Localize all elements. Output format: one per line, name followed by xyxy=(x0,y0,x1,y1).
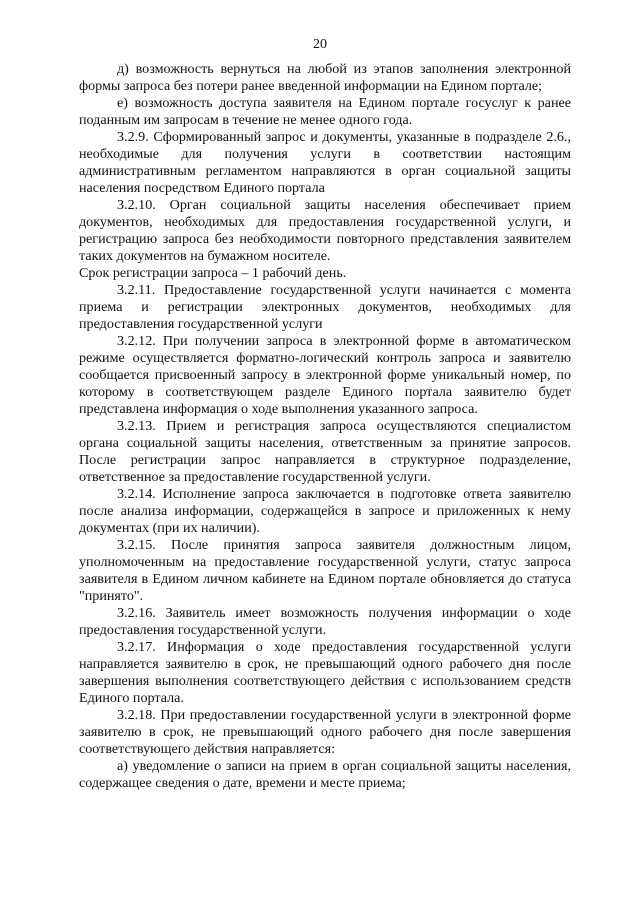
paragraph-d: д) возможность вернуться на любой из этапов заполнения электронной формы запроса без потери ранее введенной информации на Едином портале; xyxy=(79,61,571,94)
paragraph-3-2-9: 3.2.9. Сформированный запрос и документы, указанные в подразделе 2.6., необходимые для получения услуги в соответствии настоящим административным регламентом направляются в орган социальной защиты населения посредством Единого портала xyxy=(79,129,571,196)
paragraph-3-2-17: 3.2.17. Информация о ходе предоставления государственной услуги направляется заявителю в срок, не превышающий одного рабочего дня после завершения выполнения соответствующего действия с использованием средств Единого портала. xyxy=(79,639,571,706)
paragraph-3-2-15: 3.2.15. После принятия запроса заявителя должностным лицом, уполномоченным на предоставление государственной услуги, статус запроса заявителя в Едином личном кабинете на Едином портале обновляется до статуса "принято". xyxy=(79,537,571,604)
paragraph-3-2-11: 3.2.11. Предоставление государственной услуги начинается с момента приема и регистрации электронных документов, необходимых для предоставления государственной услуги xyxy=(79,282,571,332)
paragraph-3-2-13: 3.2.13. Прием и регистрация запроса осуществляются специалистом органа социальной защиты населения, ответственным за принятие запросов. После регистрации запрос направляется в структурное подразделение, ответственное за предоставление государственной услуги. xyxy=(79,418,571,485)
paragraph-a: а) уведомление о записи на прием в орган социальной защиты населения, содержащее сведения о дате, времени и месте приема; xyxy=(79,758,571,791)
page-number: 20 xyxy=(313,37,327,52)
paragraph-3-2-14: 3.2.14. Исполнение запроса заключается в подготовке ответа заявителю после анализа информации, содержащейся в запросе и приложенных к нему документах (при их наличии). xyxy=(79,486,571,536)
paragraph-3-2-18: 3.2.18. При предоставлении государственной услуги в электронной форме заявителю в срок, не превышающий одного рабочего дня после завершения соответствующего действия направляется: xyxy=(79,707,571,757)
paragraph-3-2-12: 3.2.12. При получении запроса в электронной форме в автоматическом режиме осуществляется форматно-логический контроль запроса и заявителю сообщается присвоенный запросу в электронной форме уникальный номер, по которому в соответствующем разделе Единого портала заявителю будет представлена информация о ходе выполнения указанного запроса. xyxy=(79,333,571,417)
paragraph-3-2-16: 3.2.16. Заявитель имеет возможность получения информации о ходе предоставления государственной услуги. xyxy=(79,605,571,638)
paragraph-registration-term: Срок регистрации запроса – 1 рабочий день. xyxy=(79,265,347,281)
paragraph-3-2-10: 3.2.10. Орган социальной защиты населения обеспечивает прием документов, необходимых для предоставления государственной услуги, и регистрацию запроса без необходимости повторного представления заявителем таких документов на бумажном носителе. xyxy=(79,197,571,264)
paragraph-e: е) возможность доступа заявителя на Едином портале госуслуг к ранее поданным им запросам в течение не менее одного года. xyxy=(79,95,571,128)
document-body xyxy=(79,61,571,792)
